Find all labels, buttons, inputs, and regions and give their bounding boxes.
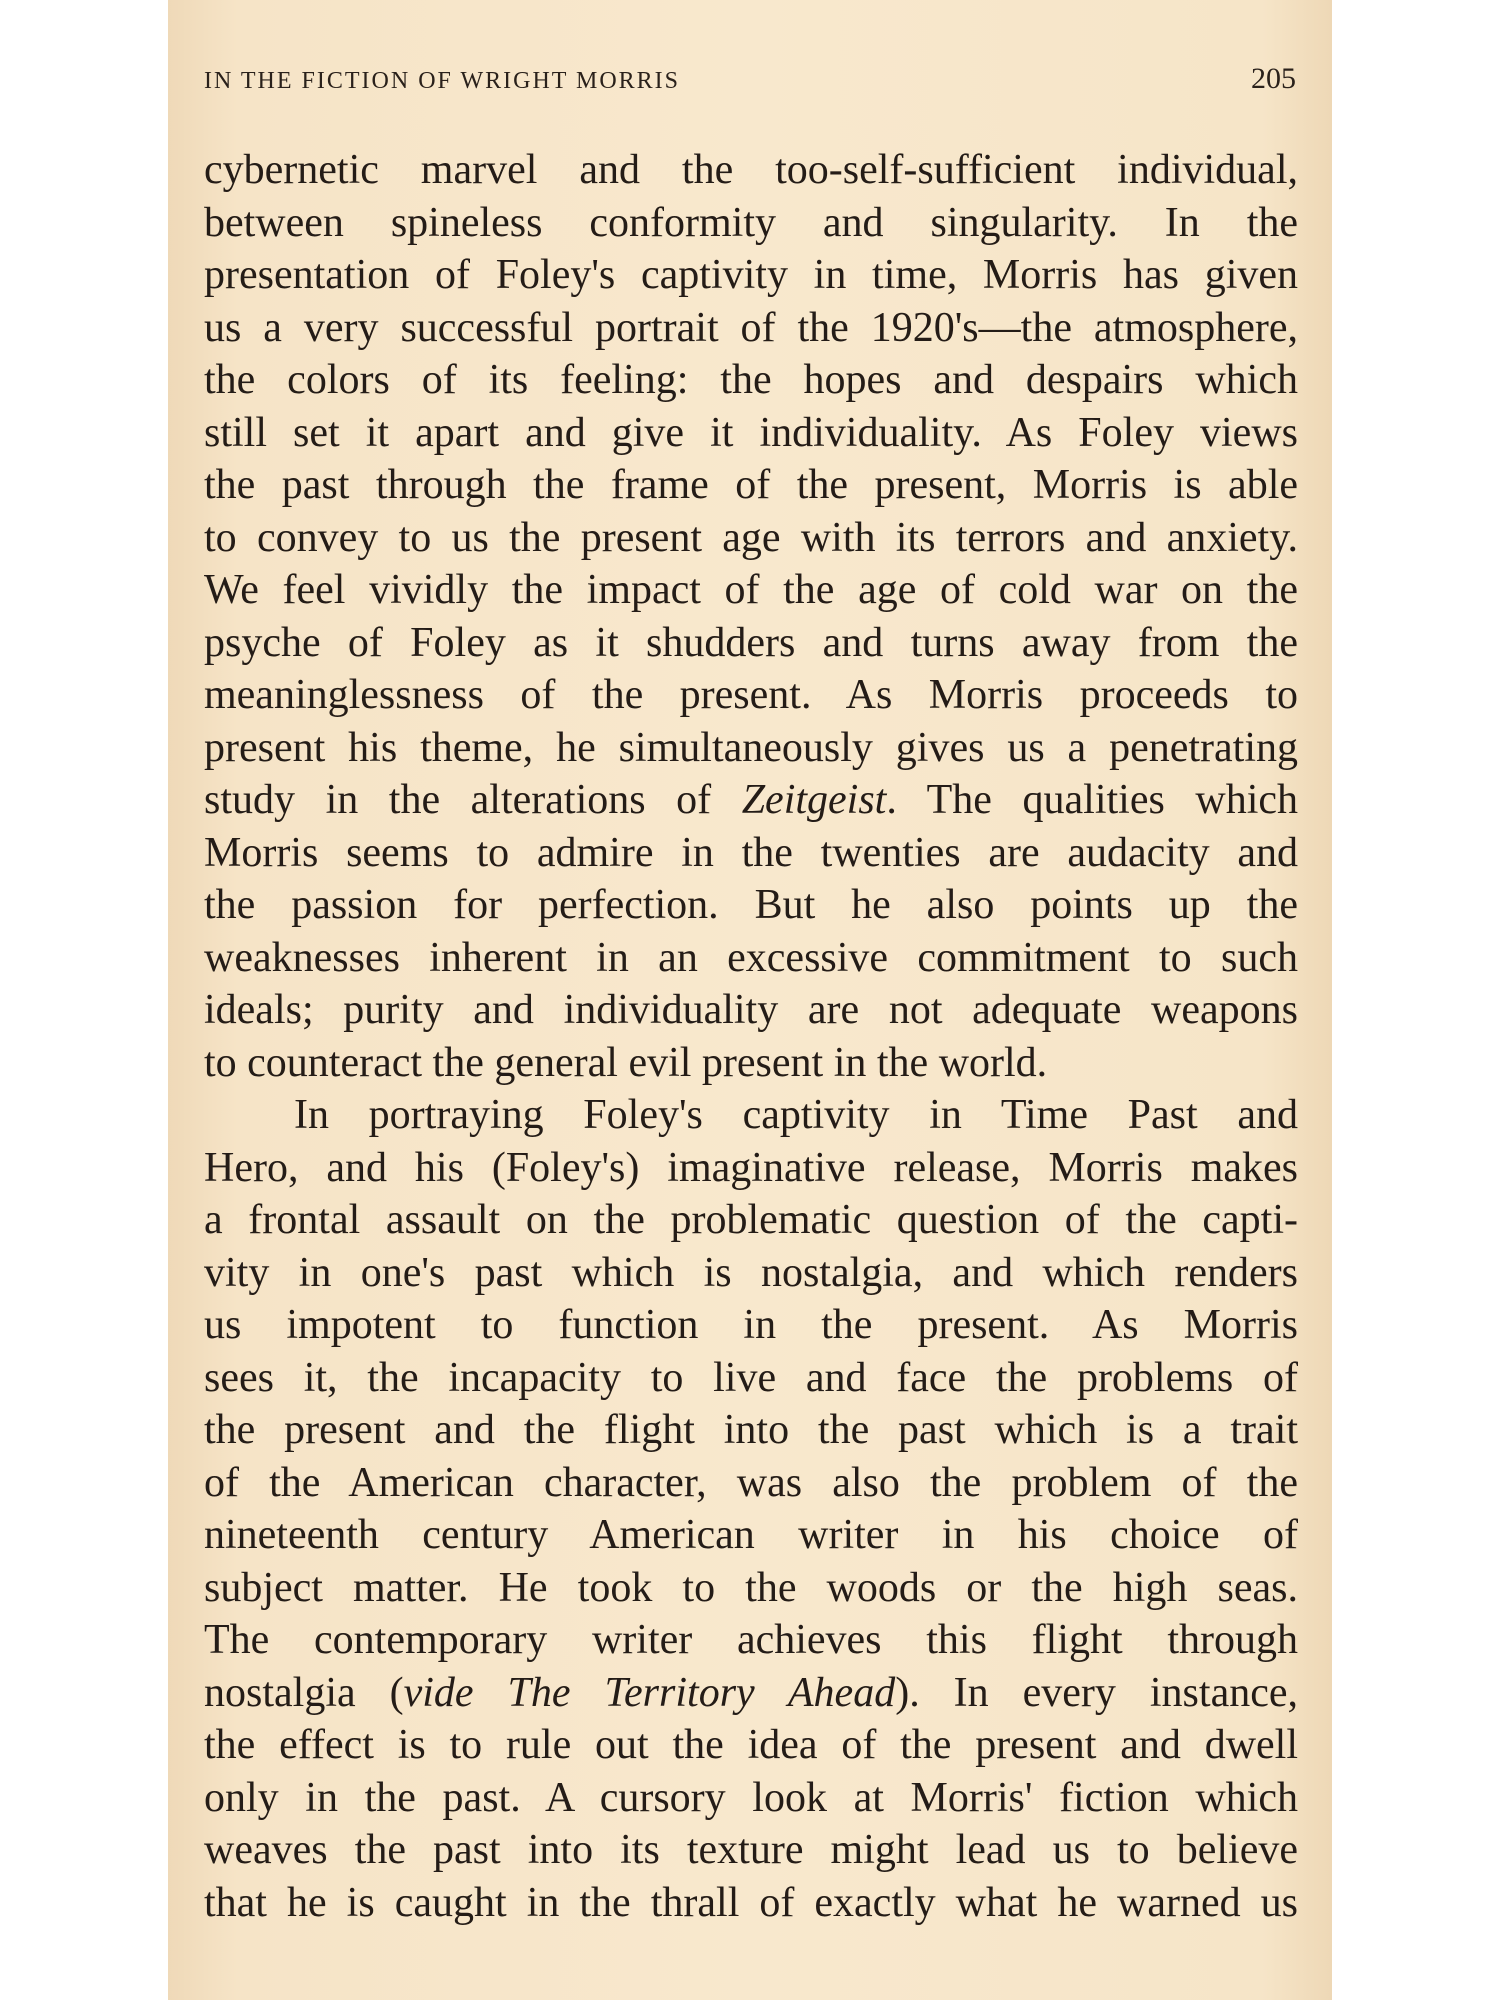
text-line-zeitgeist: [204, 774, 1298, 827]
text-line: the colors of its feeling: the hopes and despairs which: [204, 357, 1298, 403]
paragraph-2: [204, 1089, 1298, 1929]
text-line: We feel vividly the impact of the age of cold war on the: [204, 567, 1298, 613]
text-run: . The qualities which: [886, 777, 1299, 823]
text-line: the present and the flight into the past which is a trait: [204, 1407, 1298, 1453]
text-line: still set it apart and give it individuality. As Foley views: [204, 409, 1298, 456]
text-line: sees it, the incapacity to live and face the problems of: [204, 1354, 1298, 1401]
text-line: us impotent to function in the present. As Morris: [204, 1302, 1298, 1348]
text-line: The contemporary writer achieves this flight through: [204, 1617, 1298, 1663]
text-line: us a very successful portrait of the 1920's—the atmosphere,: [204, 304, 1298, 351]
body-text: [204, 144, 1298, 1929]
text-line: cybernetic marvel and the too-self-sufficient individual,: [204, 147, 1298, 193]
italic-title-territory-ahead: vide The Territory Ahead: [403, 1669, 896, 1716]
text-run: ). In every instance,: [895, 1669, 1298, 1716]
text-line: the effect is to rule out the idea of the present and dwell: [204, 1722, 1298, 1768]
text-line: Morris seems to admire in the twenties are audacity and: [204, 829, 1298, 876]
page-number: 205: [1251, 62, 1296, 95]
paragraph-1: [204, 144, 1298, 1089]
text-line: to counteract the general evil present in the world.: [204, 1039, 1048, 1086]
text-line: the past through the frame of the present, Morris is able: [204, 462, 1298, 508]
text-line: vity in one's past which is nostalgia, and which renders: [204, 1249, 1298, 1296]
text-line: presentation of Foley's captivity in time, Morris has given: [204, 252, 1298, 298]
text-line: psyche of Foley as it shudders and turns away from the: [204, 619, 1298, 666]
text-line: subject matter. He took to the woods or the high seas.: [204, 1564, 1298, 1611]
text-line: present his theme, he simultaneously gives us a penetrating: [204, 724, 1298, 771]
text-line: that he is caught in the thrall of exactly what he warned us: [204, 1879, 1298, 1926]
running-header: [204, 62, 1296, 102]
text-line: Hero, and his (Foley's) imaginative release, Morris makes: [204, 1144, 1298, 1191]
text-line: meaninglessness of the present. As Morris proceeds to: [204, 672, 1298, 718]
text-line: the passion for perfection. But he also points up the: [204, 882, 1298, 928]
text-run: nostalgia (: [204, 1669, 404, 1716]
text-run: study in the alterations of: [204, 777, 742, 823]
text-line-vide: [204, 1667, 1298, 1720]
text-line: between spineless conformity and singularity. In the: [204, 199, 1298, 246]
text-line: weaves the past into its texture might lead us to believe: [204, 1827, 1298, 1873]
text-line: of the American character, was also the problem of the: [204, 1459, 1298, 1506]
text-line: a frontal assault on the problematic question of the capti-: [204, 1197, 1298, 1243]
text-line: nineteenth century American writer in his choice of: [204, 1512, 1298, 1558]
text-line: weaknesses inherent in an excessive commitment to such: [204, 934, 1298, 981]
italic-term-zeitgeist: Zeitgeist: [741, 777, 887, 823]
text-line: ideals; purity and individuality are not adequate weapons: [204, 987, 1298, 1033]
running-title: IN THE FICTION OF WRIGHT MORRIS: [204, 68, 681, 94]
text-line: only in the past. A cursory look at Morris' fiction which: [204, 1774, 1298, 1821]
text-line: to convey to us the present age with its terrors and anxiety.: [204, 514, 1298, 561]
book-page: [168, 0, 1332, 2000]
text-line: In portraying Foley's captivity in Time Past and: [294, 1092, 1298, 1138]
